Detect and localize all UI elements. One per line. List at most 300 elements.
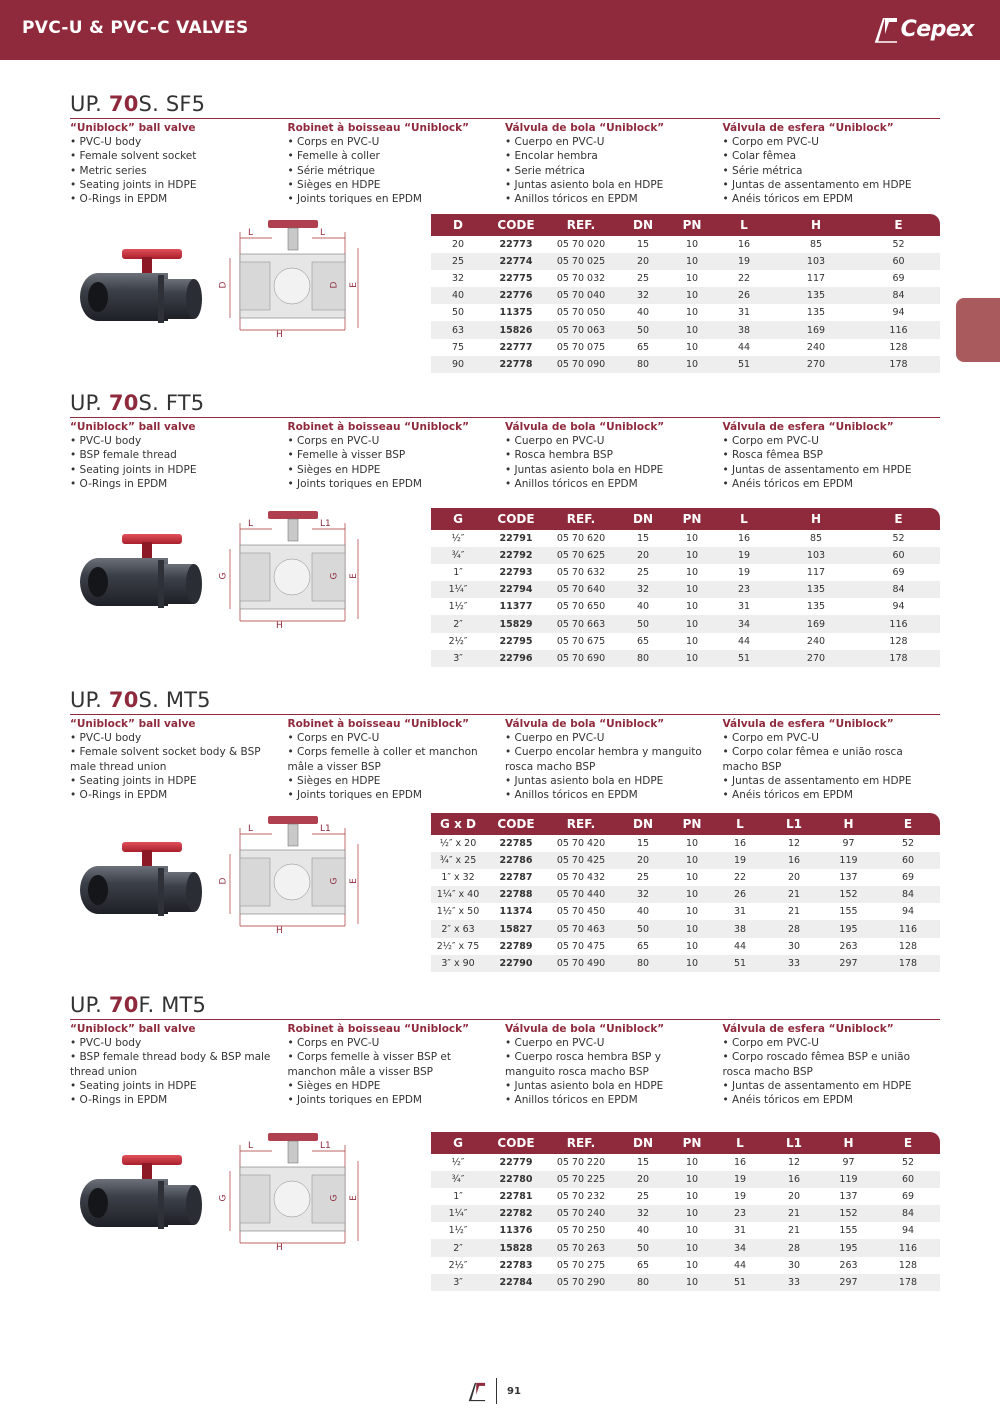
column-header: H (810, 218, 822, 232)
table-cell: 05 70 025 (556, 256, 606, 268)
description-column (288, 121, 506, 206)
table-cell: 297 (839, 957, 858, 969)
description-line: • Joints toriques en EPDM (287, 477, 422, 490)
table-cell: 05 70 425 (556, 855, 606, 867)
table-cell: 19 (733, 1191, 747, 1203)
table-cell: 94 (901, 1225, 915, 1237)
table-cell: 22 (737, 273, 751, 285)
table-cell: 12 (787, 1157, 801, 1169)
table-cell: 69 (892, 273, 905, 285)
description-line: • Rosca fêmea BSP (722, 449, 823, 462)
table-cell: 32 (636, 584, 650, 596)
table-cell: 05 70 663 (556, 618, 606, 630)
table-cell: ¾″ (451, 1174, 465, 1186)
table-cell: 135 (806, 307, 826, 319)
table-cell: 94 (892, 601, 905, 613)
table-row (431, 356, 940, 373)
table-cell: 10 (685, 601, 699, 613)
description-line: thread union (70, 1065, 138, 1078)
description-line: • Série métrique (287, 164, 376, 177)
table-cell: 05 70 240 (556, 1208, 606, 1220)
description-line: • O-Rings in EPDM (70, 1094, 168, 1107)
description-line: • PVC-U body (70, 435, 142, 448)
description-line: • Cuerpo en PVC-U (505, 1037, 605, 1050)
code-cell: 22775 (499, 273, 533, 285)
description-line: • Juntas asiento bola en HDPE (505, 1079, 664, 1092)
table-cell: 128 (889, 341, 908, 353)
description-column (288, 420, 506, 491)
table-cell: 65 (636, 940, 650, 952)
table-body (431, 530, 940, 667)
dim-label-l: L (248, 824, 254, 834)
table-cell: 16 (737, 533, 751, 545)
table-row (431, 633, 940, 650)
table-cell: 31 (733, 906, 747, 918)
table-cell: 10 (685, 1225, 699, 1237)
valve-dimension-drawing (220, 509, 365, 634)
table-cell: 10 (685, 307, 699, 319)
table-cell: 16 (787, 855, 801, 867)
table-cell: 195 (839, 923, 858, 935)
dim-label-e: E (348, 878, 359, 884)
table-cell: 84 (892, 584, 905, 596)
description-line: • Seating joints in HDPE (70, 463, 197, 476)
table-row (431, 304, 940, 321)
code-cell: 11375 (499, 307, 533, 319)
table-cell: 26 (737, 290, 751, 302)
table-cell: 1½″ x 50 (436, 906, 480, 918)
description-line: • Cuerpo en PVC-U (505, 732, 605, 745)
table-cell: 94 (892, 307, 905, 319)
description-line: • Cuerpo en PVC-U (505, 136, 605, 149)
table-cell: 20 (636, 256, 650, 268)
page-footer (466, 1378, 521, 1404)
table-cell: 3″ x 90 (441, 957, 475, 969)
table-cell: 05 70 490 (556, 957, 606, 969)
table-row (431, 321, 940, 338)
table-cell: 119 (839, 1174, 858, 1186)
description-line: manchon mâle a visser BSP (287, 1065, 434, 1078)
description-column (505, 1022, 723, 1107)
description-line: • Sièges en HDPE (287, 1079, 381, 1092)
dim-label-side-left: D (218, 281, 229, 289)
table-cell: 65 (636, 341, 650, 353)
description-line: • Encolar hembra (505, 150, 598, 163)
table-cell: 69 (892, 567, 905, 579)
table-cell: 19 (737, 256, 751, 268)
description-line: • Anéis tóricos em EPDM (722, 193, 853, 206)
description-line: • BSP female thread body & BSP male (70, 1051, 271, 1064)
table-cell: 97 (842, 1157, 855, 1169)
dim-label-side-left: G (218, 572, 229, 580)
description-column (70, 420, 288, 491)
description-line: • Cuerpo encolar hembra y manguito (505, 746, 702, 759)
table-cell: 05 70 032 (556, 273, 606, 285)
code-cell: 22791 (499, 533, 533, 545)
description-line: • Juntas asiento bola en HDPE (505, 774, 664, 787)
code-cell: 11376 (499, 1225, 533, 1237)
table-cell: 1″ (453, 1191, 463, 1203)
side-tab-marker (956, 298, 1000, 362)
column-header: E (903, 817, 913, 831)
table-cell: 135 (806, 584, 826, 596)
table-cell: 05 70 040 (556, 290, 606, 302)
column-header: PN (682, 817, 702, 831)
description-heading: Válvula de bola “Uniblock” (505, 718, 665, 730)
description-line: • Juntas de assentamento em HDPE (722, 1079, 912, 1092)
table-cell: 05 70 620 (556, 533, 606, 545)
description-line: • Corpo em PVC-U (722, 136, 819, 149)
description-line: • Anéis tóricos em EPDM (722, 789, 853, 802)
description-line: • Anillos tóricos en EPDM (505, 789, 638, 802)
column-header: PN (682, 1136, 702, 1150)
description-line: • O-Rings in EPDM (70, 193, 168, 206)
table-cell: 2″ (453, 618, 463, 630)
table-row (431, 1239, 940, 1256)
column-header: L1 (786, 817, 802, 831)
description-line: • Juntas asiento bola en HDPE (505, 463, 664, 476)
table-row (431, 852, 940, 869)
column-header: L (736, 1136, 744, 1150)
table-cell: 65 (636, 635, 650, 647)
description-line: mâle a visser BSP (287, 760, 381, 773)
table-cell: 263 (839, 940, 858, 952)
table-cell: 20 (636, 1174, 650, 1186)
description-line: rosca macho BSP (505, 760, 596, 773)
table-cell: 1½″ (448, 1225, 468, 1237)
code-cell: 22776 (499, 290, 533, 302)
table-header (431, 813, 940, 835)
brand-logo (873, 14, 974, 44)
table-cell: 05 70 290 (556, 1276, 606, 1288)
table-cell: 15 (636, 838, 650, 850)
table-cell: 10 (685, 652, 699, 664)
table-cell: 40 (636, 906, 650, 918)
valve-photo (70, 828, 210, 938)
column-header: REF. (566, 218, 596, 232)
description-heading: Válvula de esfera “Uniblock” (722, 1023, 894, 1035)
dim-label-side-right: G (329, 1194, 340, 1202)
table-header (431, 508, 940, 530)
description-line: • O-Rings in EPDM (70, 477, 168, 490)
description-line: • Sièges en HDPE (287, 463, 381, 476)
table-row (431, 869, 940, 886)
code-cell: 22796 (499, 652, 533, 664)
table-cell: 05 70 275 (556, 1259, 606, 1271)
description-heading: “Uniblock” ball valve (70, 122, 196, 134)
table-cell: 10 (685, 567, 699, 579)
table-row (431, 920, 940, 937)
table-cell: 116 (898, 1242, 918, 1254)
description-heading: Válvula de esfera “Uniblock” (722, 122, 894, 134)
code-cell: 15828 (499, 1242, 533, 1254)
table-cell: 40 (636, 307, 650, 319)
dim-label-side-right: G (329, 572, 340, 580)
description-line: macho BSP (722, 760, 782, 773)
description-row (70, 717, 940, 802)
table-cell: 28 (787, 923, 801, 935)
code-cell: 22788 (499, 889, 533, 901)
table-header (431, 1132, 940, 1154)
code-cell: 22773 (499, 239, 533, 251)
valve-photo (70, 520, 210, 630)
description-line: • Juntas de assentamento em HDPE (722, 774, 912, 787)
description-column (70, 1022, 288, 1107)
table-cell: 128 (898, 940, 918, 952)
table-cell: 15 (636, 533, 650, 545)
table-cell: 270 (806, 652, 826, 664)
code-cell: 15826 (499, 324, 533, 336)
description-line: • Cuerpo rosca hembra BSP y (505, 1051, 661, 1064)
table-cell: 05 70 220 (556, 1157, 606, 1169)
table-cell: 19 (733, 855, 747, 867)
description-line: • Juntas asiento bola en HDPE (505, 178, 664, 191)
table-cell: 51 (737, 652, 751, 664)
table-cell: 80 (636, 652, 650, 664)
column-header: DN (632, 1136, 653, 1150)
table-row (431, 1188, 940, 1205)
title-number: 70 (108, 688, 139, 712)
title-prefix: UP. (70, 391, 109, 415)
code-cell: 15829 (499, 618, 533, 630)
code-cell: 15827 (499, 923, 533, 935)
table-cell: 20 (451, 239, 465, 251)
table-row (431, 253, 940, 270)
description-line: • O-Rings in EPDM (70, 789, 168, 802)
description-line: • BSP female thread (70, 449, 177, 462)
page-title: PVC-U & PVC-C VALVES (22, 18, 249, 38)
table-cell: 32 (636, 889, 650, 901)
table-cell: 10 (685, 923, 699, 935)
table-cell: 116 (889, 618, 908, 630)
table-cell: 05 70 650 (556, 601, 606, 613)
table-cell: 85 (809, 239, 823, 251)
column-header: E (894, 512, 903, 526)
table-cell: 80 (636, 358, 650, 370)
table-cell: 10 (685, 906, 699, 918)
description-line: rosca macho BSP (722, 1065, 813, 1078)
table-cell: 44 (733, 940, 747, 952)
table-cell: 97 (842, 838, 855, 850)
dim-label-l-right: L1 (320, 519, 331, 529)
table-cell: 25 (636, 872, 650, 884)
table-cell: 40 (451, 290, 465, 302)
table-cell: 10 (685, 341, 699, 353)
column-header: CODE (497, 817, 535, 831)
column-header: DN (632, 512, 653, 526)
table-row (431, 581, 940, 598)
table-cell: 10 (685, 256, 699, 268)
title-prefix: UP. (70, 993, 109, 1017)
table-cell: 240 (806, 635, 826, 647)
column-header: REF. (566, 817, 596, 831)
description-line: • Sièges en HDPE (287, 774, 381, 787)
code-cell: 22784 (499, 1276, 533, 1288)
table-cell: 28 (787, 1242, 801, 1254)
description-line: • Joints toriques en EPDM (287, 193, 422, 206)
table-cell: 19 (737, 550, 751, 562)
code-cell: 22794 (499, 584, 533, 596)
table-cell: 90 (451, 358, 465, 370)
table-cell: 10 (685, 838, 699, 850)
description-heading: Válvula de bola “Uniblock” (505, 122, 665, 134)
valve-dimension-drawing (220, 814, 365, 939)
column-header: D (453, 218, 463, 232)
description-line: • PVC-U body (70, 136, 142, 149)
table-cell: 116 (898, 923, 918, 935)
table-cell: 84 (892, 290, 905, 302)
table-cell: ½″ (451, 533, 465, 545)
table-cell: 50 (636, 923, 650, 935)
section-title (70, 686, 940, 714)
title-suffix: S. MT5 (138, 688, 211, 712)
valve-dimension-drawing (220, 218, 365, 343)
description-column (723, 1022, 941, 1107)
table-cell: ½″ (451, 1157, 465, 1169)
description-line: • Female solvent socket body & BSP (70, 746, 261, 759)
table-row (431, 287, 940, 304)
dim-label-side-right: D (329, 281, 340, 289)
table-body (431, 236, 940, 373)
description-column (505, 717, 723, 802)
cepex-footer-icon (466, 1380, 488, 1402)
description-column (723, 717, 941, 802)
dim-label-l-right: L (320, 228, 326, 238)
section-title (70, 90, 940, 118)
table-cell: 23 (733, 1208, 747, 1220)
table-cell: 178 (889, 358, 908, 370)
title-number: 70 (108, 993, 139, 1017)
table-cell: 65 (636, 1259, 650, 1271)
table-cell: 10 (685, 358, 699, 370)
table-cell: 10 (685, 584, 699, 596)
description-line: • Anillos tóricos en EPDM (505, 477, 638, 490)
table-cell: 128 (889, 635, 908, 647)
table-cell: 10 (685, 618, 699, 630)
description-line: • Joints toriques en EPDM (287, 1094, 422, 1107)
table-cell: 32 (636, 1208, 650, 1220)
valve-dimension-drawing (220, 1131, 365, 1256)
table-cell: 50 (636, 618, 650, 630)
table-row (431, 886, 940, 903)
column-header: DN (632, 817, 653, 831)
table-cell: 32 (451, 273, 465, 285)
table-cell: 85 (809, 533, 823, 545)
column-header: REF. (566, 512, 596, 526)
column-header: CODE (497, 512, 535, 526)
code-cell: 22790 (499, 957, 533, 969)
table-cell: 05 70 232 (556, 1191, 606, 1203)
table-cell: 21 (787, 1225, 801, 1237)
description-row (70, 420, 940, 491)
table-row (431, 1222, 940, 1239)
table-cell: 152 (839, 889, 858, 901)
table-cell: 169 (806, 324, 826, 336)
table-cell: 75 (451, 341, 465, 353)
section-rule (70, 714, 940, 715)
table-cell: 05 70 625 (556, 550, 606, 562)
table-cell: 05 70 675 (556, 635, 606, 647)
description-line: • Corpo em PVC-U (722, 1037, 819, 1050)
description-heading: Robinet à boisseau “Uniblock” (287, 718, 470, 730)
table-row (431, 835, 940, 852)
table-cell: 05 70 250 (556, 1225, 606, 1237)
table-cell: 3″ (453, 652, 463, 664)
description-line: • Anillos tóricos en EPDM (505, 1094, 638, 1107)
table-cell: 50 (636, 324, 650, 336)
table-cell: 10 (685, 550, 699, 562)
description-line: • Série métrica (722, 164, 803, 177)
cepex-logo-icon (873, 14, 899, 44)
description-heading: Robinet à boisseau “Uniblock” (287, 1023, 470, 1035)
table-cell: 05 70 640 (556, 584, 606, 596)
column-header: CODE (497, 218, 535, 232)
description-line: • PVC-U body (70, 1037, 142, 1050)
table-cell: 05 70 475 (556, 940, 606, 952)
description-line: • Joints toriques en EPDM (287, 789, 422, 802)
description-line: • Sièges en HDPE (287, 178, 381, 191)
table-cell: 128 (898, 1259, 918, 1271)
dim-label-l: L (248, 519, 254, 529)
dim-label-e: E (348, 573, 359, 579)
table-cell: ½″ x 20 (439, 838, 477, 850)
description-line: • Serie métrica (505, 164, 585, 177)
table-cell: 117 (806, 567, 826, 579)
dim-label-side-left: D (218, 877, 229, 885)
code-cell: 22783 (499, 1259, 533, 1271)
table-row (431, 1171, 940, 1188)
column-header: REF. (566, 1136, 596, 1150)
table-cell: 10 (685, 1157, 699, 1169)
code-cell: 22786 (499, 855, 533, 867)
column-header: E (903, 1136, 913, 1150)
footer-divider (496, 1378, 497, 1404)
brand-name: Cepex (900, 16, 974, 42)
section-title (70, 991, 940, 1019)
table-cell: 60 (901, 855, 915, 867)
table-cell: 20 (787, 872, 801, 884)
table-cell: 60 (892, 256, 905, 268)
table-cell: 33 (787, 1276, 801, 1288)
table-cell: 178 (898, 1276, 918, 1288)
valve-photo (70, 235, 210, 345)
description-line: • Corpo colar fêmea e união rosca (722, 746, 903, 759)
table-cell: 51 (733, 1276, 747, 1288)
table-cell: 1½″ (448, 601, 468, 613)
description-heading: “Uniblock” ball valve (70, 718, 196, 730)
table-cell: 84 (901, 1208, 915, 1220)
product-section-f-mt5 (70, 991, 940, 1288)
table-cell: 52 (901, 1157, 915, 1169)
code-cell: 22778 (499, 358, 533, 370)
table-cell: 52 (892, 239, 905, 251)
table-cell: 2″ x 63 (441, 923, 475, 935)
table-cell: 169 (806, 618, 826, 630)
table-cell: 38 (737, 324, 751, 336)
table-cell: 10 (685, 239, 699, 251)
table-cell: 10 (685, 635, 699, 647)
table-row (431, 530, 940, 547)
table-cell: 1″ (453, 567, 463, 579)
table-cell: 05 70 263 (556, 1242, 606, 1254)
page-header (0, 0, 1000, 60)
description-line: • Corps en PVC-U (287, 732, 380, 745)
table-cell: 16 (787, 1174, 801, 1186)
column-header: PN (682, 512, 702, 526)
table-cell: 10 (685, 1208, 699, 1220)
description-column (70, 121, 288, 206)
description-line: • Anéis tóricos em EPDM (722, 477, 853, 490)
